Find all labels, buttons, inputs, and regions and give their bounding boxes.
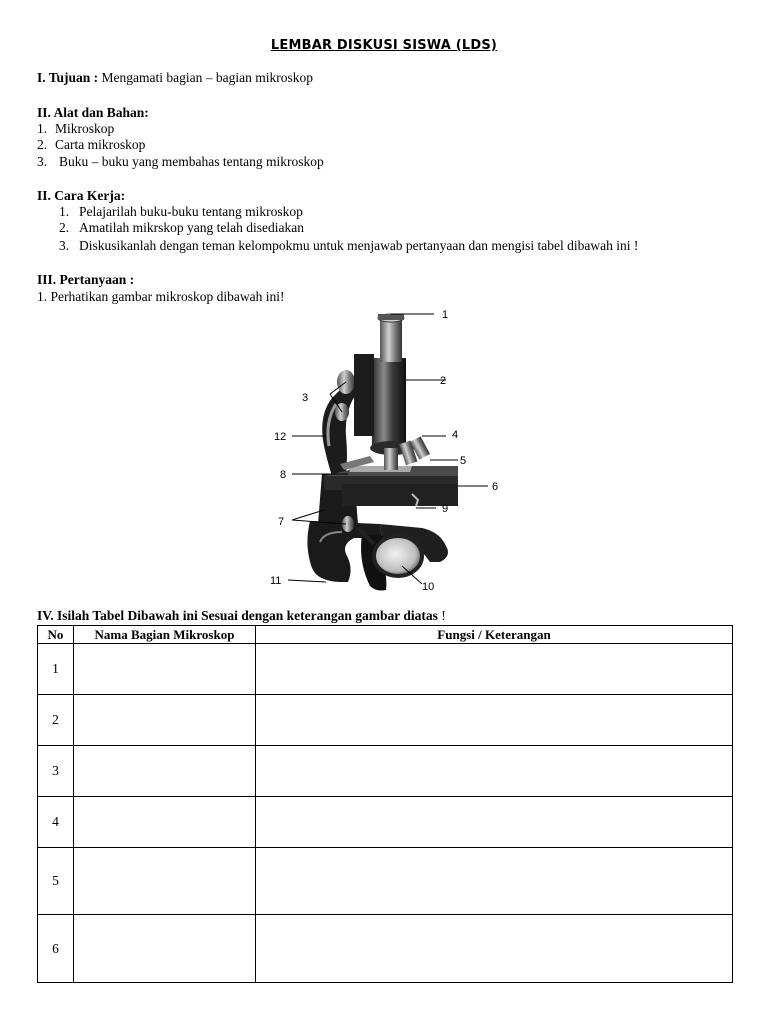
nama-cell[interactable] bbox=[74, 848, 256, 915]
nama-cell[interactable] bbox=[74, 746, 256, 797]
fungsi-cell[interactable] bbox=[256, 797, 733, 848]
alat-item-number: 3. bbox=[37, 154, 48, 169]
table-header-fungsi: Fungsi / Keterangan bbox=[256, 626, 733, 644]
alat-item bbox=[37, 121, 114, 137]
figure-label-5: 5 bbox=[460, 455, 467, 467]
alat-heading: II. Alat dan Bahan: bbox=[37, 105, 149, 120]
fungsi-cell[interactable] bbox=[256, 644, 733, 695]
nama-cell[interactable] bbox=[74, 644, 256, 695]
cara-heading: II. Cara Kerja: bbox=[37, 188, 126, 203]
table-row bbox=[38, 915, 733, 983]
cara-item-number: 1. bbox=[59, 204, 70, 219]
cara-item-number: 3. bbox=[59, 238, 70, 253]
nama-cell[interactable] bbox=[74, 695, 256, 746]
figure-label-4: 4 bbox=[452, 429, 459, 441]
alat-item-text: Mikroskop bbox=[55, 121, 115, 136]
row-number: 1 bbox=[38, 644, 74, 695]
fungsi-cell[interactable] bbox=[256, 695, 733, 746]
figure-label-1: 1 bbox=[442, 309, 449, 321]
pertanyaan-question: 1. Perhatikan gambar mikroskop dibawah ini! bbox=[37, 289, 285, 304]
table-row bbox=[38, 848, 733, 915]
cara-item bbox=[59, 220, 304, 236]
cara-item-text: Diskusikanlah dengan teman kelompokmu untuk menjawab pertanyaan dan mengisi tabel dibawah ini ! bbox=[79, 238, 639, 253]
figure-label-6: 6 bbox=[492, 481, 499, 493]
figure-label-10: 10 bbox=[422, 581, 435, 593]
figure-label-11: 11 bbox=[270, 575, 282, 587]
nama-cell[interactable] bbox=[74, 915, 256, 983]
alat-item-text: Carta mikroskop bbox=[55, 137, 146, 152]
tujuan-text: Mengamati bagian – bagian mikroskop bbox=[101, 70, 313, 85]
tujuan-label: I. Tujuan : bbox=[37, 70, 99, 85]
table-heading-mark: ! bbox=[441, 608, 446, 623]
cara-item-number: 2. bbox=[59, 220, 70, 235]
row-number: 4 bbox=[38, 797, 74, 848]
alat-item-number: 2. bbox=[37, 137, 48, 152]
table-row bbox=[38, 695, 733, 746]
alat-item-text: Buku – buku yang membahas tentang mikroskop bbox=[59, 154, 324, 169]
alat-item-number: 1. bbox=[37, 121, 48, 136]
fungsi-cell[interactable] bbox=[256, 848, 733, 915]
microscope-stage bbox=[324, 466, 458, 506]
figure-label-2: 2 bbox=[440, 375, 447, 387]
body-tube bbox=[354, 314, 406, 448]
nama-cell[interactable] bbox=[74, 797, 256, 848]
table-section-heading bbox=[37, 608, 446, 624]
row-number: 2 bbox=[38, 695, 74, 746]
alat-item bbox=[37, 154, 324, 170]
table-header-row bbox=[38, 626, 733, 644]
document-title: LEMBAR DISKUSI SISWA (LDS) bbox=[270, 38, 498, 53]
table-header-no: No bbox=[38, 626, 74, 644]
microscope-figure bbox=[262, 306, 512, 596]
cara-item bbox=[59, 238, 638, 254]
table-row bbox=[38, 797, 733, 848]
cara-item bbox=[59, 204, 303, 220]
figure-label-9: 9 bbox=[442, 503, 449, 515]
row-number: 6 bbox=[38, 915, 74, 983]
answer-table bbox=[37, 625, 733, 983]
figure-label-8: 8 bbox=[280, 469, 287, 481]
table-heading-text: IV. Isilah Tabel Dibawah ini Sesuai dengan keterangan gambar diatas bbox=[37, 608, 438, 623]
table-header-nama: Nama Bagian Mikroskop bbox=[74, 626, 256, 644]
fungsi-cell[interactable] bbox=[256, 746, 733, 797]
table-row bbox=[38, 644, 733, 695]
tujuan-line bbox=[37, 70, 313, 86]
cara-item-text: Amatilah mikrskop yang telah disediakan bbox=[79, 220, 304, 235]
figure-label-7: 7 bbox=[278, 516, 285, 528]
row-number: 5 bbox=[38, 848, 74, 915]
alat-item bbox=[37, 137, 145, 153]
pertanyaan-heading: III. Pertanyaan : bbox=[37, 272, 135, 287]
cara-item-text: Pelajarilah buku-buku tentang mikroskop bbox=[79, 204, 303, 219]
fungsi-cell[interactable] bbox=[256, 915, 733, 983]
row-number: 3 bbox=[38, 746, 74, 797]
table-row bbox=[38, 746, 733, 797]
figure-label-12: 12 bbox=[274, 431, 287, 443]
figure-label-3: 3 bbox=[302, 392, 309, 404]
